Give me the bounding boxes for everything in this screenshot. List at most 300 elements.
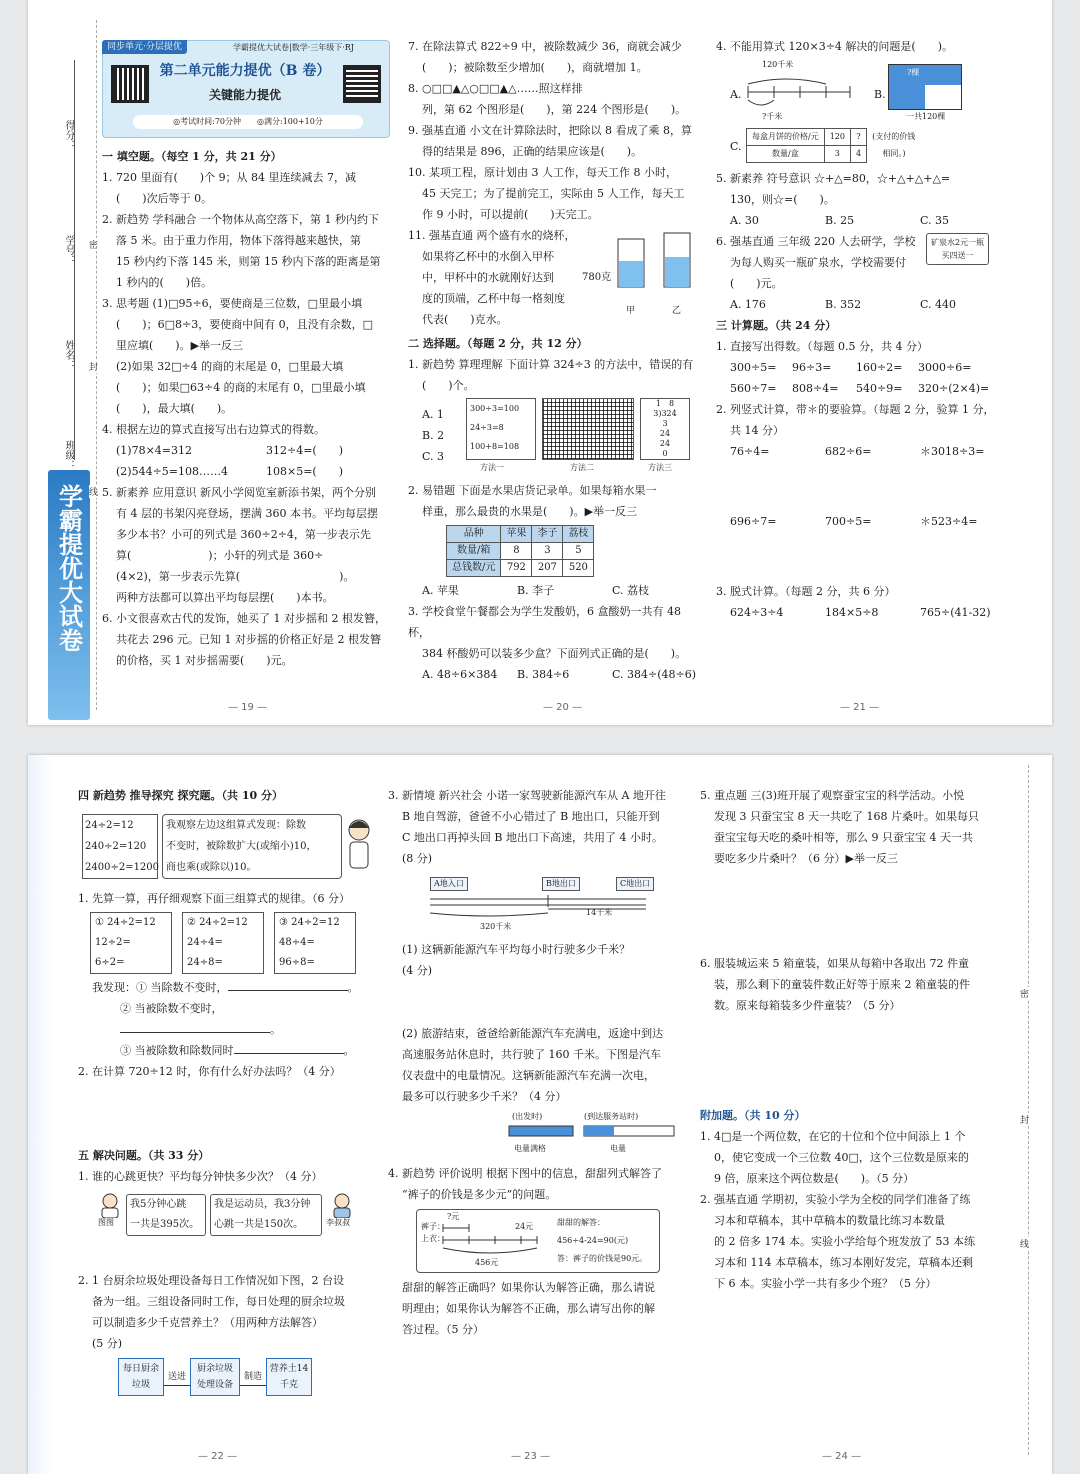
series-meta: 学霸提优大试卷|数学·三年级下·RJ xyxy=(233,43,355,52)
battery-diagram xyxy=(388,1107,683,1163)
text-line: 4. 根据左边的算式直接写出右边算式的得数。 xyxy=(102,423,325,436)
qr-code-right[interactable] xyxy=(343,65,381,103)
table-cell: 数量/盒 xyxy=(747,146,825,163)
text-line: 24 xyxy=(659,439,671,448)
calc-item: 320÷(2×4)= xyxy=(918,382,990,395)
text-line: 我是运动员，我3分钟 xyxy=(214,1199,311,1210)
text-line: 得的结果是 896，正确的结果应该是( )。 xyxy=(422,145,643,158)
calc-row xyxy=(716,441,1016,511)
seal-mark: 密 xyxy=(89,238,98,251)
speech-bubble xyxy=(162,814,342,879)
person-name: 图图 xyxy=(98,1218,114,1227)
flow-arrow: 制造 xyxy=(240,1369,266,1386)
text-line: 2. 强基直通 学期初，实验小学为全校的同学们准备了练 xyxy=(700,1193,971,1206)
option-b[interactable]: B. 2 xyxy=(422,429,445,442)
text-line: 落 5 米。由于重力作用，物体下落得越来越快，第 xyxy=(116,234,361,247)
route-diagram xyxy=(388,869,683,939)
section-fill-blank: 一 填空题。（每空 1 分，共 21 分） xyxy=(102,150,282,163)
text-line: ① 24÷2=12 xyxy=(95,917,156,928)
text-line: 仪表盘中的电量情况。这辆新能源汽车充满一次电， xyxy=(402,1069,655,1082)
distance-label: 14千米 xyxy=(586,908,613,917)
table-header: 品种 xyxy=(447,526,501,543)
cut-line xyxy=(1028,765,1029,1455)
text-line: 3 xyxy=(662,419,668,428)
page-23 xyxy=(388,785,683,1340)
text-line: 数。原来每箱装多少件童装？（5 分） xyxy=(714,999,901,1012)
equation-groups xyxy=(78,912,368,974)
area-filled xyxy=(889,65,961,85)
fruit-table xyxy=(446,525,594,577)
text-line: 3)324 xyxy=(653,409,677,418)
text-line: 的价格，买 1 对步摇需要( )元。 xyxy=(116,654,293,667)
text-line: 蚕宝宝每天吃的桑叶相等，那么 9 只蚕宝宝 4 天一共 xyxy=(714,831,973,844)
text-line: 装，那么剩下的童装件数正好等于原来 2 箱童装的件 xyxy=(714,978,970,991)
table-cell: 每盒月饼的价格/元 xyxy=(747,129,825,146)
fig-label: ?元 xyxy=(447,1212,460,1221)
finding-line: 我发现：① 当除数不变时， 。 xyxy=(92,981,359,994)
text-line: 0 xyxy=(662,449,668,458)
text-line: 15 秒内约下落 145 米，则第 15 秒内下落的距离是第 xyxy=(116,255,381,268)
text-line: 6÷2= xyxy=(95,957,125,968)
text-line: 多少本书？小可的列式是 360÷2÷4，第一步表示先 xyxy=(116,528,371,541)
table-cell: 8 xyxy=(501,543,532,560)
text-line: 100+8=108 xyxy=(470,442,520,451)
text-line: 2. 列竖式计算，带＊的要验算。（每题 2 分，验算 1 分， xyxy=(716,403,995,416)
text-line: 24÷4= xyxy=(187,937,223,948)
water-jia xyxy=(619,261,643,287)
text-line: 中，甲杯中的水就刚好达到 xyxy=(422,271,554,284)
options xyxy=(408,664,698,685)
text-line: 共花去 296 元。已知 1 对步摇的价格正好是 2 根发簪 xyxy=(116,633,381,646)
person-name: 李叔叔 xyxy=(326,1218,350,1227)
option-a[interactable]: A. xyxy=(730,88,742,101)
choice-3 xyxy=(408,601,698,685)
calc-item: 160÷2= xyxy=(856,361,903,374)
table-cell: ? xyxy=(850,129,866,146)
boy-icon xyxy=(98,1192,122,1218)
text-line: 商也乘(或除以)10。 xyxy=(166,862,257,873)
table-header: 李子 xyxy=(532,526,563,543)
left-binding-strip xyxy=(28,0,98,725)
battery-bars xyxy=(508,1125,678,1139)
group-3 xyxy=(274,912,356,974)
problem-2 xyxy=(78,1270,368,1396)
option-a[interactable]: A. 苹果 xyxy=(422,584,459,597)
tiantian-solution xyxy=(557,1214,647,1268)
option-a[interactable]: A. 48÷6×384 xyxy=(422,668,498,681)
text-line: 习本和草稿本，其中草稿本的数量比练习本数量 xyxy=(714,1214,945,1227)
text-line: 心跳一共是150次。 xyxy=(214,1219,304,1230)
table-cell: 792 xyxy=(501,560,532,577)
text-line: 的 2 倍多 174 本。实验小学给每个班发放了 53 本练 xyxy=(714,1235,975,1248)
table-cell: 120 xyxy=(824,129,850,146)
text-line: 2. 新趋势 学科融合 一个物体从高空落下，第 1 秒内约下 xyxy=(102,213,379,226)
given-equation: (1)78×4=312 xyxy=(116,444,193,457)
text-line: 习本和 114 本草稿本，练习本刚好发完，草稿本还剩 xyxy=(714,1256,973,1269)
seal-mark: 封 xyxy=(89,360,98,373)
text-line: ② 24÷2=12 xyxy=(187,917,248,928)
choice-4 xyxy=(716,36,1016,168)
text-line: 明理由；如果你认为解答不正确，那么请写出你的解 xyxy=(402,1302,655,1315)
table-cell: 数量/箱 xyxy=(447,543,501,560)
section-word-problems: 五 解决问题。（共 33 分） xyxy=(78,1149,210,1162)
page-22 xyxy=(78,785,368,1396)
option-c[interactable]: C. 35 xyxy=(920,214,950,227)
text-line: (2) 旅游结束，爸爸给新能源汽车充满电，返途中到达 xyxy=(402,1027,664,1040)
beaker-label: 乙 xyxy=(672,306,682,316)
page-number: — 22 — xyxy=(198,1451,238,1462)
text-line: 6. 服装城运来 5 箱童装，如果从每箱中各取出 72 件童 xyxy=(700,957,969,970)
text-line: 算( )；小轩的列式是 360÷ xyxy=(116,549,324,562)
calc-item: 560÷7= xyxy=(730,382,777,395)
text-line: 可以制造多少千克营养土？（用两种方法解答） xyxy=(92,1316,323,1329)
method-1-box xyxy=(466,398,536,460)
option-b[interactable]: B. xyxy=(874,88,886,101)
text-line: 5. 新素养 符号意识 ☆+△=80，☆+△+△+△= xyxy=(716,172,951,185)
text-line: ( )个。 xyxy=(422,379,475,392)
problem-3 xyxy=(388,785,683,939)
page-number: — 19 — xyxy=(228,702,268,713)
text-line: 3. 学校食堂午餐都会为学生发酸奶，6 盒酸奶一共有 48 杯， xyxy=(408,605,681,639)
question-8 xyxy=(408,78,698,120)
method-caption: 方法二 xyxy=(570,463,594,472)
table-header: 苹果 xyxy=(501,526,532,543)
table-cell: 3 xyxy=(824,146,850,163)
flow-box: 营养土14千克 xyxy=(266,1358,312,1396)
question-3 xyxy=(102,293,390,419)
score-label: 得分： xyxy=(63,120,74,150)
text-line: 4. 不能用算式 120×3÷4 解决的问题是( )。 xyxy=(716,40,953,53)
text-line: 有 4 层的书架闪亮登场，摆满 360 本书。平均每层摆 xyxy=(116,507,378,520)
question-5 xyxy=(102,482,390,608)
q4-row xyxy=(102,461,390,482)
problem-1 xyxy=(78,1166,368,1270)
option-c[interactable]: C. xyxy=(730,140,742,153)
calc-item: 96÷3= xyxy=(792,361,832,374)
page-number: — 21 — xyxy=(840,702,880,713)
text-line: 384 杯酸奶可以装多少盒？下面列式正确的是( )。 xyxy=(422,647,687,660)
answer-blank[interactable] xyxy=(234,1053,344,1054)
table-cell: 3 xyxy=(532,543,563,560)
vertical-brand-banner xyxy=(48,470,90,720)
option-b[interactable]: B. 384÷6 xyxy=(517,668,570,681)
name-writing-line[interactable] xyxy=(74,60,75,460)
text-line: 24÷2=12 xyxy=(85,820,134,831)
problem-4 xyxy=(388,1163,683,1340)
text-line: 2400÷2=1200 xyxy=(85,862,160,873)
student-id-label: 学号： xyxy=(63,235,74,265)
label-120km: 120千米 xyxy=(762,60,794,69)
question-9 xyxy=(408,120,698,162)
seal-mark: 线 xyxy=(89,485,98,498)
text-line: 2. 1 台厨余垃圾处理设备每日工作情况如下图，2 台设 xyxy=(78,1274,344,1287)
question-2 xyxy=(102,209,390,293)
table-cell: 总钱数/元 xyxy=(447,560,501,577)
calc-row xyxy=(716,357,1016,378)
fig-label: 上衣： xyxy=(421,1234,445,1243)
text-line: 共 14 分） xyxy=(730,424,784,437)
method-caption: 方法一 xyxy=(480,463,504,472)
page-number: — 24 — xyxy=(822,1451,862,1462)
exam-score: ◎满分:100+10分 xyxy=(257,117,323,126)
water-yi xyxy=(665,257,689,287)
text-line: (5 分) xyxy=(92,1337,123,1350)
fig-label: 裤子： xyxy=(421,1222,445,1231)
unit-title: 第二单元能力提优（B 卷） xyxy=(159,63,331,79)
question-4 xyxy=(102,419,390,482)
text-line: (4×2)，第一步表示先算( )。 xyxy=(116,570,355,583)
calc-item: ＊3018÷3= xyxy=(920,445,985,458)
option-c[interactable]: C. 384÷(48÷6) xyxy=(612,668,697,681)
text-line: 8. ○□□▲△○□□▲△……照这样排 xyxy=(408,82,583,95)
route-label: B地出口 xyxy=(542,877,580,891)
vertical-brand-title: 学霸提优大试卷 xyxy=(54,484,83,652)
section-explore: 四 新趋势 推导探究 探究题。（共 10 分） xyxy=(78,789,283,802)
calc-item: 300÷5= xyxy=(730,361,777,374)
battery-caption: (出发时) xyxy=(512,1112,543,1121)
choice-1 xyxy=(408,354,698,480)
text-line: 1. 720 里面有( )个 9；从 84 里连续减去 7，减 xyxy=(102,171,357,184)
text-line: 一共是395次。 xyxy=(130,1219,200,1230)
exam-time: ◎考试时间:70分钟 xyxy=(173,117,242,126)
text-line: 下 6 本。实验小学一共有多少个班？（5 分） xyxy=(714,1277,937,1290)
option-b[interactable]: B. 352 xyxy=(825,298,862,311)
calc-item: 696÷7= xyxy=(730,515,777,528)
text-line: 矿泉水2元一瓶 xyxy=(931,238,985,247)
explore-intro xyxy=(78,810,368,880)
text-line: 11. 强基直通 两个盛有水的烧杯， xyxy=(408,229,576,242)
label-unknown-km: ?千米 xyxy=(762,112,783,121)
choice-5 xyxy=(716,168,1016,231)
text-line: 我发现：① 当除数不变时， xyxy=(92,981,228,994)
water-price-note xyxy=(926,233,989,265)
text-line: 5. 重点题 三(3)班开展了观察蚕宝宝的科学活动。小悦 xyxy=(700,789,965,802)
calc-row xyxy=(716,511,1016,581)
calc-item: 76÷4= xyxy=(730,445,770,458)
process-flow xyxy=(118,1358,368,1396)
option-b[interactable]: B. 李子 xyxy=(517,584,555,597)
option-a[interactable]: A. 176 xyxy=(730,298,766,311)
given-equation: (2)544÷5=108……4 xyxy=(116,465,229,478)
name-label: 姓名： xyxy=(63,340,74,370)
battery-caption: 电量 xyxy=(610,1144,626,1153)
class-label: 班级： xyxy=(63,440,74,470)
page-19 xyxy=(102,40,390,671)
text-line: “裤子的价钱是多少元”的问题。 xyxy=(402,1188,557,1201)
route-label: C地出口 xyxy=(616,877,654,891)
group-2 xyxy=(182,912,264,974)
text-line: 3. 新情境 新兴社会 小诺一家驾驶新能源汽车从 A 地开往 xyxy=(388,789,666,802)
text-line: 2. 在计算 720÷12 时，你有什么好办法吗？（4 分） xyxy=(78,1065,341,1078)
calc-item: ＊523÷4= xyxy=(920,515,978,528)
calc-item: 682÷6= xyxy=(825,445,872,458)
finding-line: ② 当被除数不变时，。 xyxy=(120,1002,281,1036)
answer-blank[interactable] xyxy=(120,1032,270,1033)
page-number: — 20 — xyxy=(543,702,583,713)
choice-6 xyxy=(716,231,1016,315)
explore-2 xyxy=(78,1061,368,1145)
text-line: 作 9 小时，可以提前( )天完工。 xyxy=(422,208,599,221)
text-line: 12÷2= xyxy=(95,937,131,948)
beaker-label: 甲 xyxy=(626,306,636,316)
option-c[interactable]: C. 440 xyxy=(920,298,957,311)
section-bonus: 附加题。（共 10 分） xyxy=(700,1109,806,1122)
answer-equation: 108×5=( ) xyxy=(266,465,344,478)
calc-item: 3000÷6= xyxy=(918,361,972,374)
flow-arrow: 送进 xyxy=(164,1369,190,1386)
calc-2 xyxy=(716,399,1016,581)
calc-row xyxy=(716,602,1016,623)
text-line: 3. 思考题 (1)□95÷6，要使商是三位数，□里最小填 xyxy=(102,297,363,310)
text-line: C 地出口再掉头回 B 地出口下高速，共用了 4 小时。 xyxy=(402,831,663,844)
text-line: ( )，最大填( )。 xyxy=(116,402,233,415)
text-line: 9 倍，原来这个两位数是( )。（5 分） xyxy=(714,1172,915,1185)
text-line: 两种方法都可以算出平均每层摆( )本书。 xyxy=(116,591,334,604)
option-c[interactable]: C. 荔枝 xyxy=(612,584,650,597)
text-line: 24÷8= xyxy=(187,957,223,968)
text-line: 甜甜的解答： xyxy=(557,1218,605,1227)
text-line: 9. 强基直通 小文在计算除法时，把除以 8 看成了乘 8，算 xyxy=(408,124,692,137)
text-line: ( )次后等于 0。 xyxy=(116,192,213,205)
speech-bubble xyxy=(210,1194,322,1236)
question-11 xyxy=(408,225,698,333)
calc-item: 808÷4= xyxy=(792,382,839,395)
seal-mark: 封 xyxy=(1020,1113,1029,1126)
table-cell: 207 xyxy=(532,560,563,577)
text-line: 0，使它变成一个三位数 40□，这个三位数是原来的 xyxy=(714,1151,969,1164)
fig-label: 24元 xyxy=(515,1222,534,1231)
qr-code-left[interactable] xyxy=(111,65,149,103)
page-20 xyxy=(408,36,698,685)
text-line: 代表( )克水。 xyxy=(422,313,508,326)
options xyxy=(716,210,1016,231)
worksheet-bottom xyxy=(28,755,1052,1474)
problem-6 xyxy=(700,953,1000,1105)
text-line: 2. 易错题 下面是水果店货记录单。如果每箱水果一 xyxy=(408,484,657,497)
text-line: 24÷3=8 xyxy=(470,423,504,432)
text-line: 为每人购买一瓶矿泉水，学校需要付 xyxy=(730,256,906,269)
exam-info xyxy=(133,115,363,129)
text-line: 1. 谁的心跳更快？平均每分钟快多少次？（4 分） xyxy=(78,1170,323,1183)
text-line: ( )元。 xyxy=(730,277,783,290)
text-line: 里应填( )。▶举一反三 xyxy=(116,339,244,352)
text-line: 甜甜的解答正确吗？如果你认为解答正确，那么请说 xyxy=(402,1281,655,1294)
method-3-box xyxy=(640,398,690,460)
pants-price-figure xyxy=(416,1209,660,1273)
girl-icon xyxy=(344,816,374,872)
section-calculation: 三 计算题。（共 24 分） xyxy=(716,319,837,332)
table-note: (支付的价钱 xyxy=(872,132,916,141)
text-line: 不变时，被除数扩大(或缩小)10， xyxy=(166,841,317,852)
problem-3-part-2 xyxy=(388,1023,683,1163)
text-line: 样重，那么最贵的水果是( )。▶举一反三 xyxy=(422,505,638,518)
method-2-grid xyxy=(542,398,634,460)
beakers-figure xyxy=(616,231,696,297)
text-line: 6. 小文很喜欢古代的发饰，她买了 1 对步摇和 2 根发簪， xyxy=(102,612,386,625)
options xyxy=(408,580,698,601)
text-line: (1) 这辆新能源汽车平均每小时行驶多少千米？ xyxy=(402,943,631,956)
text-line: 96÷8= xyxy=(279,957,315,968)
text-line: ③ 24÷2=12 xyxy=(279,917,340,928)
page-21 xyxy=(716,36,1016,623)
problem-3-part-1 xyxy=(388,939,683,1023)
table-cell: 4 xyxy=(850,146,866,163)
calc-row xyxy=(716,378,1016,399)
calc-item: 184×5÷8 xyxy=(825,606,879,619)
text-line: 1 8 xyxy=(655,399,675,408)
text-line: 3. 脱式计算。（每题 2 分，共 6 分） xyxy=(716,585,896,598)
option-b[interactable]: B. 25 xyxy=(825,214,855,227)
choice-2 xyxy=(408,480,698,601)
text-line: 45 天完工；为了提前完工，实际由 5 人工作，每天工 xyxy=(422,187,685,200)
text-line: 我观察左边这组算式发现：除数 xyxy=(166,820,306,831)
option-c[interactable]: C. 3 xyxy=(422,450,445,463)
text-line: 240÷2=120 xyxy=(85,841,147,852)
text-line: 答过程。（5 分） xyxy=(402,1323,484,1336)
answer-blank[interactable] xyxy=(228,990,348,991)
text-line: 300÷3=100 xyxy=(470,404,520,413)
table-cell: 5 xyxy=(563,543,594,560)
page-24 xyxy=(700,785,1000,1294)
text-line: 5. 新素养 应用意识 新风小学阅览室新添书架，两个分别 xyxy=(102,486,376,499)
table-note: 相同。) xyxy=(882,149,906,158)
finding-line: ③ 当被除数和除数同时 。 xyxy=(120,1044,355,1057)
text-line: 最多可以行驶多少千米？（4 分） xyxy=(402,1090,567,1103)
text-line: 发现 3 只蚕宝宝 8 天一共吃了 168 片桑叶。如果每只 xyxy=(714,810,979,823)
text-line: 度的顶端，乙杯中每一格刻度 xyxy=(422,292,565,305)
route-label: A地入口 xyxy=(430,877,468,891)
text-line: 4. 新趋势 评价说明 根据下图中的信息，甜甜列式解答了 xyxy=(388,1167,662,1180)
calc-3 xyxy=(716,581,1016,623)
text-line: ( )；如果□63÷4 的商的末尾有 0，□里最小填 xyxy=(116,381,366,394)
page-number: — 23 — xyxy=(511,1451,551,1462)
text-line: 1. 4□是一个两位数，在它的十位和个位中间添上 1 个 xyxy=(700,1130,966,1143)
text-line: (8 分) xyxy=(402,852,433,865)
unit-subtitle: 关键能力提优 xyxy=(208,88,281,102)
table-cell: 520 xyxy=(563,560,594,577)
problem-5 xyxy=(700,785,1000,953)
question-7 xyxy=(408,36,698,78)
group-1 xyxy=(90,912,172,974)
battery-caption: (到达服务站时) xyxy=(584,1112,639,1121)
calc-item: 700÷5= xyxy=(825,515,872,528)
text-line: 答：裤子的价钱是90元。 xyxy=(557,1254,648,1263)
text-line: (2)如果 32□÷4 的商的末尾是 0，□里最大填 xyxy=(116,360,344,373)
fig-label: 456元 xyxy=(475,1258,499,1267)
calc-item: 624÷3÷4 xyxy=(730,606,784,619)
area-diagram-b xyxy=(888,64,962,110)
question-10 xyxy=(408,162,698,225)
text-line: B 地自驾游，爸爸不小心错过了 B 地出口，只能开到 xyxy=(402,810,660,823)
text-line: ( )；被除数至少增加( )，商就增加 1。 xyxy=(422,61,648,74)
option-a[interactable]: A. 30 xyxy=(730,214,759,227)
binding-strip xyxy=(28,755,52,1474)
q4-row xyxy=(102,440,390,461)
speech-bubble xyxy=(126,1194,206,1236)
label-780g: 780克 xyxy=(582,272,612,283)
seal-mark: 线 xyxy=(1020,1237,1029,1250)
highway-lines xyxy=(428,893,658,917)
question-6 xyxy=(102,608,390,671)
segment-diagram-a xyxy=(746,72,856,112)
label-unknown-trees: ?棵 xyxy=(907,68,920,77)
options xyxy=(422,404,444,467)
calc-item: 540÷9= xyxy=(856,382,903,395)
question-1 xyxy=(102,167,390,209)
text-line: 48÷4= xyxy=(279,937,315,948)
flow-box: 厨余垃圾处理设备 xyxy=(190,1358,240,1396)
option-a[interactable]: A. 1 xyxy=(422,408,444,421)
